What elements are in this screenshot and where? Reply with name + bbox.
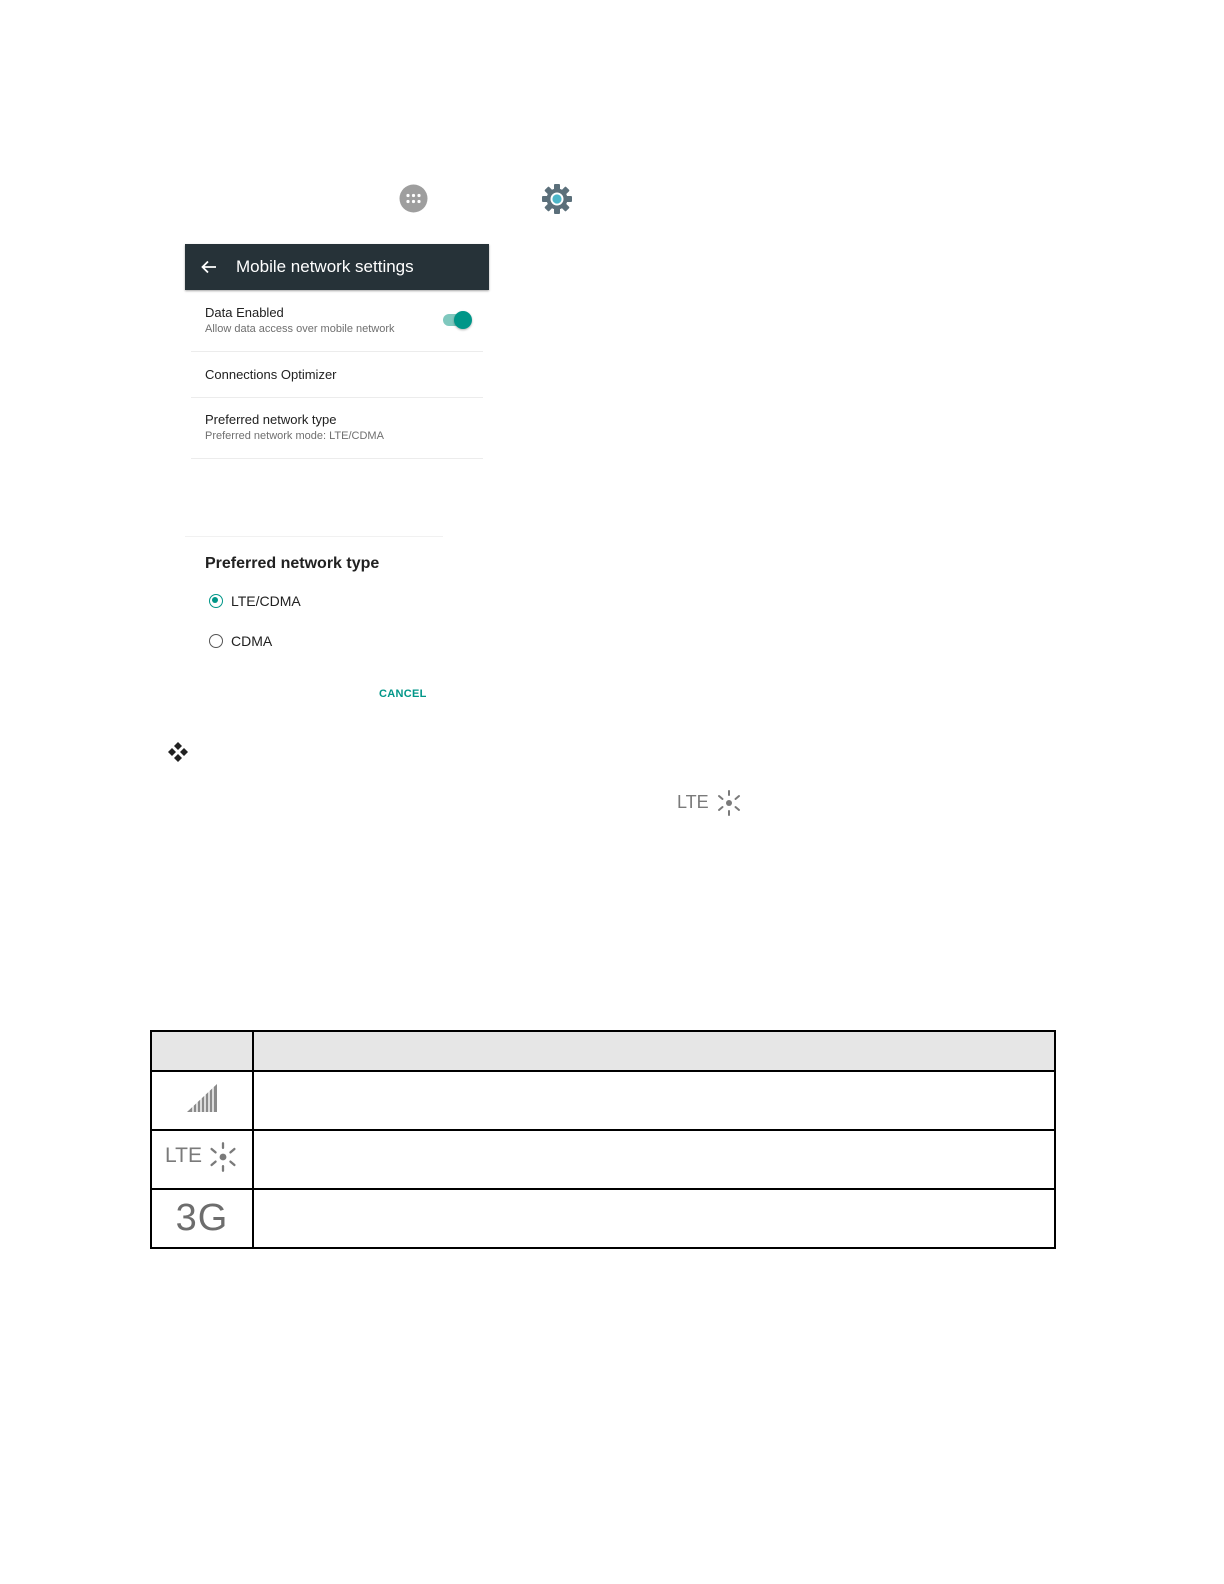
settings-gear-icon — [541, 183, 573, 215]
lte-activity-icon — [165, 1141, 239, 1173]
setting-subtitle: Preferred network mode: LTE/CDMA — [205, 430, 384, 442]
setting-row-data-enabled[interactable] — [191, 290, 483, 352]
mobile-network-settings-screen — [185, 244, 489, 460]
table-row — [151, 1130, 1055, 1189]
header-cell-description — [253, 1031, 1055, 1071]
icon-cell — [151, 1130, 253, 1189]
radio-button-selected[interactable] — [209, 594, 223, 608]
description-cell — [253, 1189, 1055, 1248]
preferred-network-type-dialog — [185, 536, 443, 716]
description-cell — [253, 1071, 1055, 1130]
signal-strength-icon — [185, 1082, 219, 1114]
3g-icon: 3G — [175, 1197, 229, 1239]
back-arrow-icon[interactable] — [200, 258, 218, 276]
network-icon-table — [150, 1030, 1056, 1249]
lte-activity-icon — [677, 789, 743, 817]
activity-burst-icon — [207, 1141, 239, 1173]
header-cell-icon — [151, 1031, 253, 1071]
setting-row-preferred-network-type[interactable] — [191, 398, 483, 459]
apps-icon — [399, 184, 428, 213]
icon-cell — [151, 1071, 253, 1130]
icon-cell — [151, 1189, 253, 1248]
radio-label: LTE/CDMA — [231, 593, 301, 609]
data-enabled-toggle[interactable] — [441, 310, 473, 330]
lte-label: LTE — [677, 792, 709, 812]
table-row — [151, 1071, 1055, 1130]
description-cell — [253, 1130, 1055, 1189]
setting-title: Connections Optimizer — [205, 367, 337, 382]
setting-subtitle: Allow data access over mobile network — [205, 323, 395, 335]
four-diamond-icon — [166, 740, 190, 764]
table-header-row — [151, 1031, 1055, 1071]
table-row — [151, 1189, 1055, 1248]
cancel-button[interactable]: CANCEL — [379, 688, 427, 700]
setting-title: Data Enabled — [205, 305, 284, 320]
setting-row-connections-optimizer[interactable] — [191, 352, 483, 398]
screen-title: Mobile network settings — [236, 257, 414, 276]
lte-label: LTE — [165, 1144, 202, 1167]
activity-burst-icon — [715, 789, 743, 817]
dialog-title: Preferred network type — [205, 555, 380, 572]
setting-title: Preferred network type — [205, 412, 337, 427]
toggle-knob — [454, 311, 472, 329]
radio-button[interactable] — [209, 634, 223, 648]
dialog-top-edge — [185, 536, 443, 537]
radio-label: CDMA — [231, 633, 273, 649]
app-bar — [185, 244, 489, 290]
